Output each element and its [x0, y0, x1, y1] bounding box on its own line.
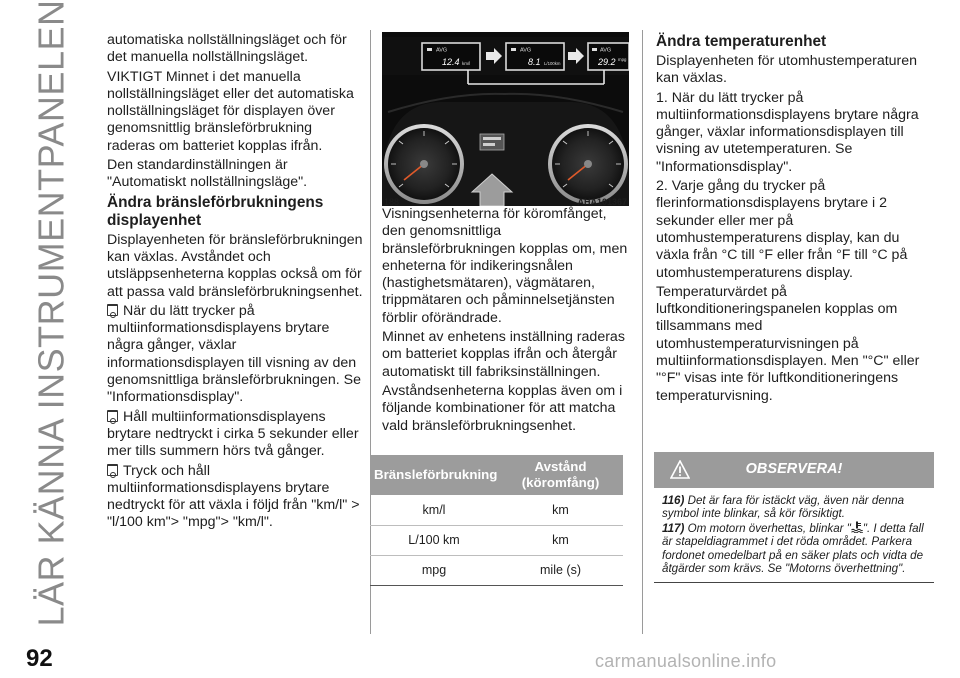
svg-text:AVG: AVG [520, 47, 532, 54]
svg-text:29.2: 29.2 [598, 57, 616, 67]
paragraph: Den standardinställningen är "Automatiskt nollställningsläge". [107, 157, 308, 191]
display-panel [588, 43, 629, 70]
units-table [370, 455, 623, 586]
svg-text:mpg: mpg [618, 57, 627, 62]
column-left [107, 32, 363, 534]
svg-text:12.4: 12.4 [442, 57, 460, 67]
svg-text:AVG: AVG [600, 47, 612, 54]
svg-text:AVG: AVG [436, 47, 448, 54]
table-cell: mpg [370, 555, 498, 585]
figure-number: 188 [384, 197, 400, 207]
svg-text:km/l: km/l [462, 61, 471, 66]
table-header: Avstånd (köromfång) [498, 455, 623, 495]
paragraph: VIKTIGT Minnet i det manuella nollställningsläget eller det automatiska nollställningsläget för displayen över genomsnittlig bränsleförbrukning raderas om batteriet kopplas ifrån. [107, 68, 354, 154]
table-header-row [370, 455, 623, 495]
table-cell: km [498, 495, 623, 525]
display-panel [422, 43, 480, 70]
svg-text:8.1: 8.1 [528, 57, 541, 67]
instrument-cluster-illustration [382, 32, 629, 206]
section-heading: Ändra temperaturenhet [656, 33, 827, 50]
paragraph: Visningsenheterna för köromfånget, den genomsnittliga bränsleförbrukningen kopplas om, men enheterna för indikeringsnålen (hastighetsmätaren), vägmätaren, trippmätaren och påminnelsetjänsten förblir oförändrade. [382, 206, 628, 326]
table-cell: L/100 km [370, 525, 498, 555]
tachometer-gauge [548, 124, 628, 204]
table-cell: km/l [370, 495, 498, 525]
column-divider [642, 30, 643, 634]
paragraph: Displayenheten för utomhustemperaturen kan växlas. [656, 53, 918, 87]
display-panel [506, 43, 564, 70]
table-cell: km [498, 525, 623, 555]
bullet-paragraph: Tryck och håll multiinformationsdisplayens brytare nedtryckt för att växla i följd från "km/l" > "l/100 km"> "mpg"> "km/l". [107, 462, 360, 531]
warning-body [654, 488, 934, 583]
center-display [480, 134, 504, 150]
note-item: 117) Om motorn överhettas, blinkar " ". I detta fall är stapeldiagrammet i det röda området. Parkera fordonet omedelbart på en säker plats och vidta de åtgärder som krävs. Se "Motorns överhettning". [662, 521, 924, 576]
table-row [370, 525, 623, 555]
bullet-icon [107, 464, 118, 476]
warning-note [654, 452, 934, 583]
paragraph: Minnet av enhetens inställning raderas om batteriet kopplas ifrån och återgår automatiskt till fabriksinställningen. [382, 329, 625, 380]
note-item: 116) Det är fara för istäckt väg, även när denna symbol inte blinkar, så kör försiktigt. [662, 494, 905, 521]
instrument-cluster-figure [382, 32, 629, 206]
watermark: carmanualsonline.info [595, 651, 777, 671]
bullet-icon [107, 304, 118, 316]
page-number: 92 [26, 645, 53, 672]
paragraph: Avståndsenheterna kopplas även om i följande kombinationer för att matcha vald bränsleförbrukningsenhet. [382, 382, 623, 434]
column-middle [382, 206, 634, 437]
paragraph: 2. Varje gång du trycker på flerinformationsdisplayens brytare i 2 sekunder eller mer på utomhustemperaturens display, kan du växla från °C till °F eller från °F till °C på utomhustemperaturens display. [656, 178, 908, 281]
table-cell: mile (s) [498, 555, 623, 585]
table-header: Bränsleförbrukning [370, 455, 498, 495]
column-right [656, 32, 934, 407]
paragraph: Temperaturvärdet på luftkonditioneringspanelen kopplas om tillsammans med utomhustemperaturvisningen på multiinformationsdisplayen. Men "°C" eller "°F" visas inte för luftkonditioneringens temperaturvisning. [656, 283, 920, 404]
bullet-paragraph: Håll multiinformationsdisplayens brytare nedtryckt i cirka 5 sekunder eller mer tills summern hörs två gånger. [107, 408, 359, 460]
svg-text:L/100km: L/100km [544, 61, 561, 66]
bullet-paragraph: När du lätt trycker på multiinformationsdisplayens brytare några gånger, växlar informationsdisplayen till visning av den genomsnittliga bränsleförbrukningen. Se "Informationsdisplay". [107, 302, 361, 406]
speedometer-gauge [384, 124, 464, 204]
table-row [370, 555, 623, 585]
section-heading: Ändra bränsleförbrukningens displayenhet [107, 193, 324, 229]
warning-title: OBSERVERA! [745, 461, 843, 477]
paragraph: 1. När du lätt trycker på multiinformationsdisplayens brytare några gånger, växlar informationsdisplayen till visning av utetemperaturen. Se "Informationsdisplay". [656, 89, 919, 175]
figure-code: AHA101367 [577, 197, 627, 207]
section-side-title: LÄR KÄNNA INSTRUMENTPANELEN [30, 0, 71, 627]
warning-header [654, 452, 934, 488]
paragraph: Displayenheten för bränsleförbrukningen kan växlas. Avståndet och utsläppsenheterna kopplas också om för att passa vald bränsleförbrukningsenhet. [107, 231, 363, 300]
table-row [370, 495, 623, 525]
bullet-icon [107, 410, 118, 422]
paragraph: automatiska nollställningsläget och för det manuella nollställningsläget. [107, 32, 347, 66]
coolant-temperature-icon [851, 521, 863, 533]
